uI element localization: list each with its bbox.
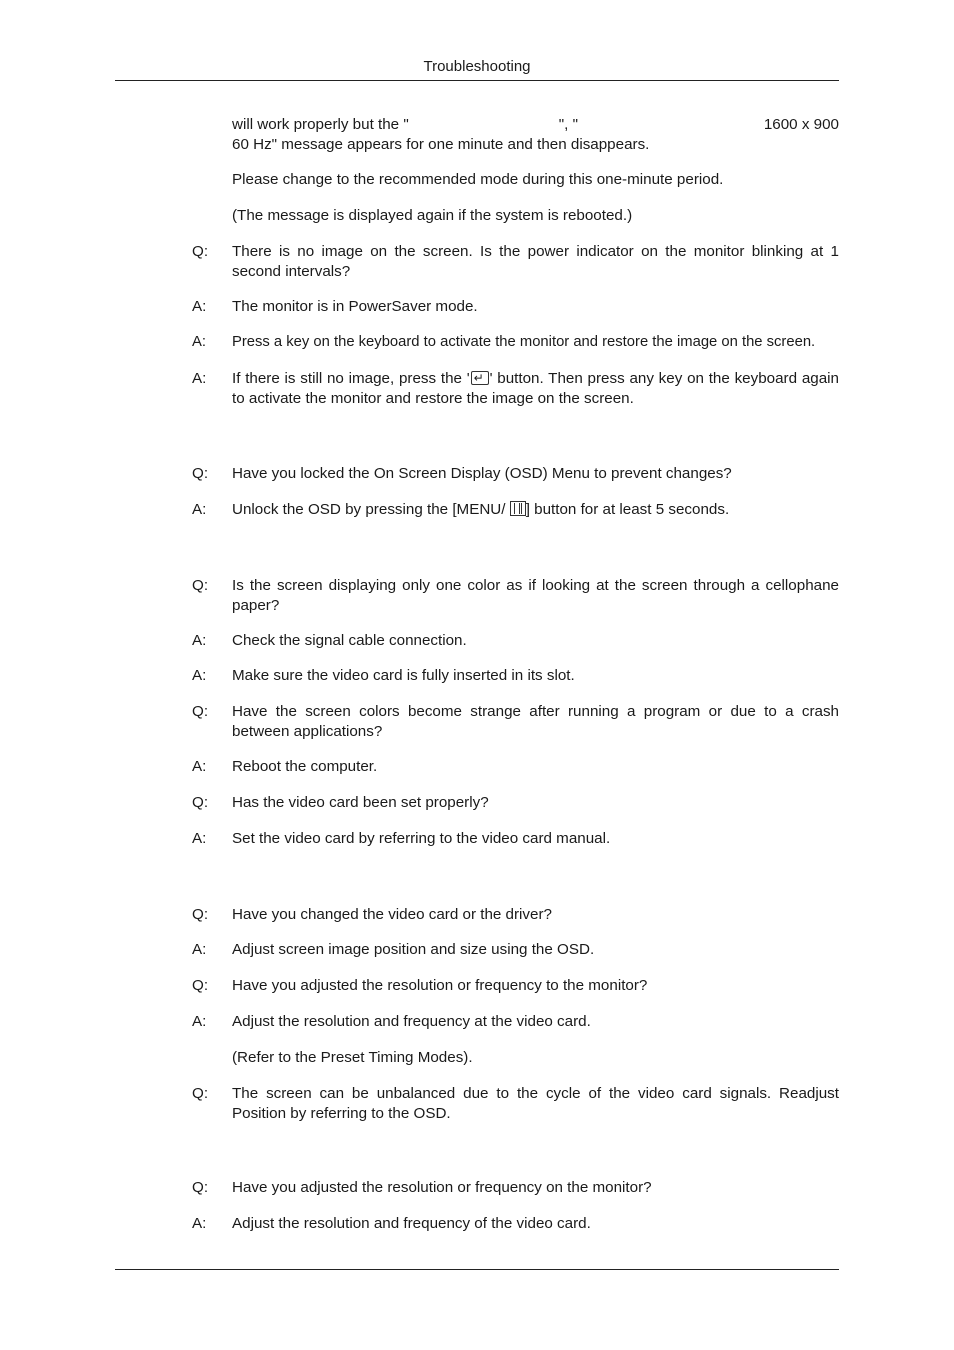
answer-item [192, 297, 839, 317]
menu-icon [510, 501, 526, 516]
intro-resolution: 1600 x 900 [763, 116, 839, 133]
item-text: Have the screen colors become strange after running a program or due to a crash between applications? [232, 703, 839, 740]
item-text: Set the video card by referring to the video card manual. [232, 830, 611, 847]
item-label: A: [192, 1013, 207, 1030]
item-text: (The message is displayed again if the system is rebooted.) [232, 207, 633, 224]
item-label: Q: [192, 906, 209, 923]
item-text: Have you adjusted the resolution or frequency to the monitor? [232, 977, 648, 994]
item-label: Q: [192, 794, 209, 811]
intro-line-2: 60 Hz" message appears for one minute and then disappears. [232, 135, 650, 153]
answer-item [192, 940, 839, 960]
answer-item [192, 1012, 839, 1032]
answer-item [192, 757, 839, 777]
item-label: A: [192, 298, 207, 315]
intro-text-b: ", " [558, 116, 578, 133]
footer-divider [115, 1269, 839, 1270]
list-item [192, 1048, 839, 1068]
item-text: Have you changed the video card or the driver? [232, 906, 552, 923]
question-item [192, 976, 839, 996]
answer-item [192, 631, 839, 651]
item-text: Has the video card been set properly? [232, 794, 489, 811]
item-label: A: [192, 334, 206, 350]
item-text: Make sure the video card is fully inserted in its slot. [232, 667, 575, 684]
item-label: Q: [192, 465, 209, 482]
question-item [192, 1084, 839, 1123]
answer-item [192, 1214, 839, 1234]
question-item [192, 702, 839, 741]
item-text: Press a key on the keyboard to activate the monitor and restore the image on the screen. [232, 334, 816, 350]
answer-item [192, 500, 839, 520]
enter-icon [471, 371, 489, 385]
item-label: A: [192, 501, 207, 518]
item-text: If there is still no image, press the '↵ ' button. Then press any key on the keyboard again to activate the monitor and restore the image on the screen. [232, 369, 839, 408]
item-text: Have you locked the On Screen Display (OSD) Menu to prevent changes? [232, 465, 732, 482]
item-label: A: [192, 758, 207, 775]
item-label: Q: [192, 977, 209, 994]
item-text: Adjust screen image position and size using the OSD. [232, 941, 595, 958]
item-label: Q: [192, 703, 209, 720]
item-label: Q: [192, 577, 209, 594]
intro-paragraph [192, 115, 839, 154]
item-text: Check the signal cable connection. [232, 632, 467, 649]
item-label: Q: [192, 1085, 209, 1102]
item-text: Reboot the computer. [232, 758, 378, 775]
answer-item [192, 333, 839, 353]
item-text: The monitor is in PowerSaver mode. [232, 298, 478, 315]
item-text: Adjust the resolution and frequency of the video card. [232, 1215, 591, 1232]
item-text: Adjust the resolution and frequency at the video card. [232, 1013, 591, 1030]
question-item [192, 793, 839, 813]
question-item [192, 905, 839, 925]
item-label: A: [192, 830, 207, 847]
question-item [192, 1178, 839, 1198]
answer-item [192, 369, 839, 408]
item-label: A: [192, 941, 207, 958]
item-text: The screen can be unbalanced due to the cycle of the video card signals. Readjust Position by referring to the OSD. [232, 1085, 839, 1122]
item-label: A: [192, 1215, 207, 1232]
item-text: Unlock the OSD by pressing the [MENU/ ] button for at least 5 seconds. [232, 501, 730, 518]
list-item [192, 170, 839, 190]
item-text: Is the screen displaying only one color as if looking at the screen through a cellophane paper? [232, 577, 839, 614]
question-item [192, 464, 839, 484]
item-text: Have you adjusted the resolution or frequency on the monitor? [232, 1179, 652, 1196]
question-item [192, 242, 839, 281]
item-label: A: [192, 632, 207, 649]
header-divider [115, 80, 839, 81]
answer-item [192, 829, 839, 849]
question-item [192, 576, 839, 615]
item-text: (Refer to the Preset Timing Modes). [232, 1049, 473, 1066]
item-text: There is no image on the screen. Is the power indicator on the monitor blinking at 1 second intervals? [232, 243, 839, 280]
item-label: Q: [192, 243, 209, 260]
intro-text-a: will work properly but the " [232, 116, 409, 133]
page-header-title: Troubleshooting [423, 58, 531, 75]
answer-item [192, 666, 839, 686]
item-label: A: [192, 370, 207, 387]
list-item [192, 206, 839, 226]
item-text: Please change to the recommended mode during this one-minute period. [232, 171, 724, 188]
item-label: A: [192, 667, 207, 684]
item-label: Q: [192, 1179, 209, 1196]
